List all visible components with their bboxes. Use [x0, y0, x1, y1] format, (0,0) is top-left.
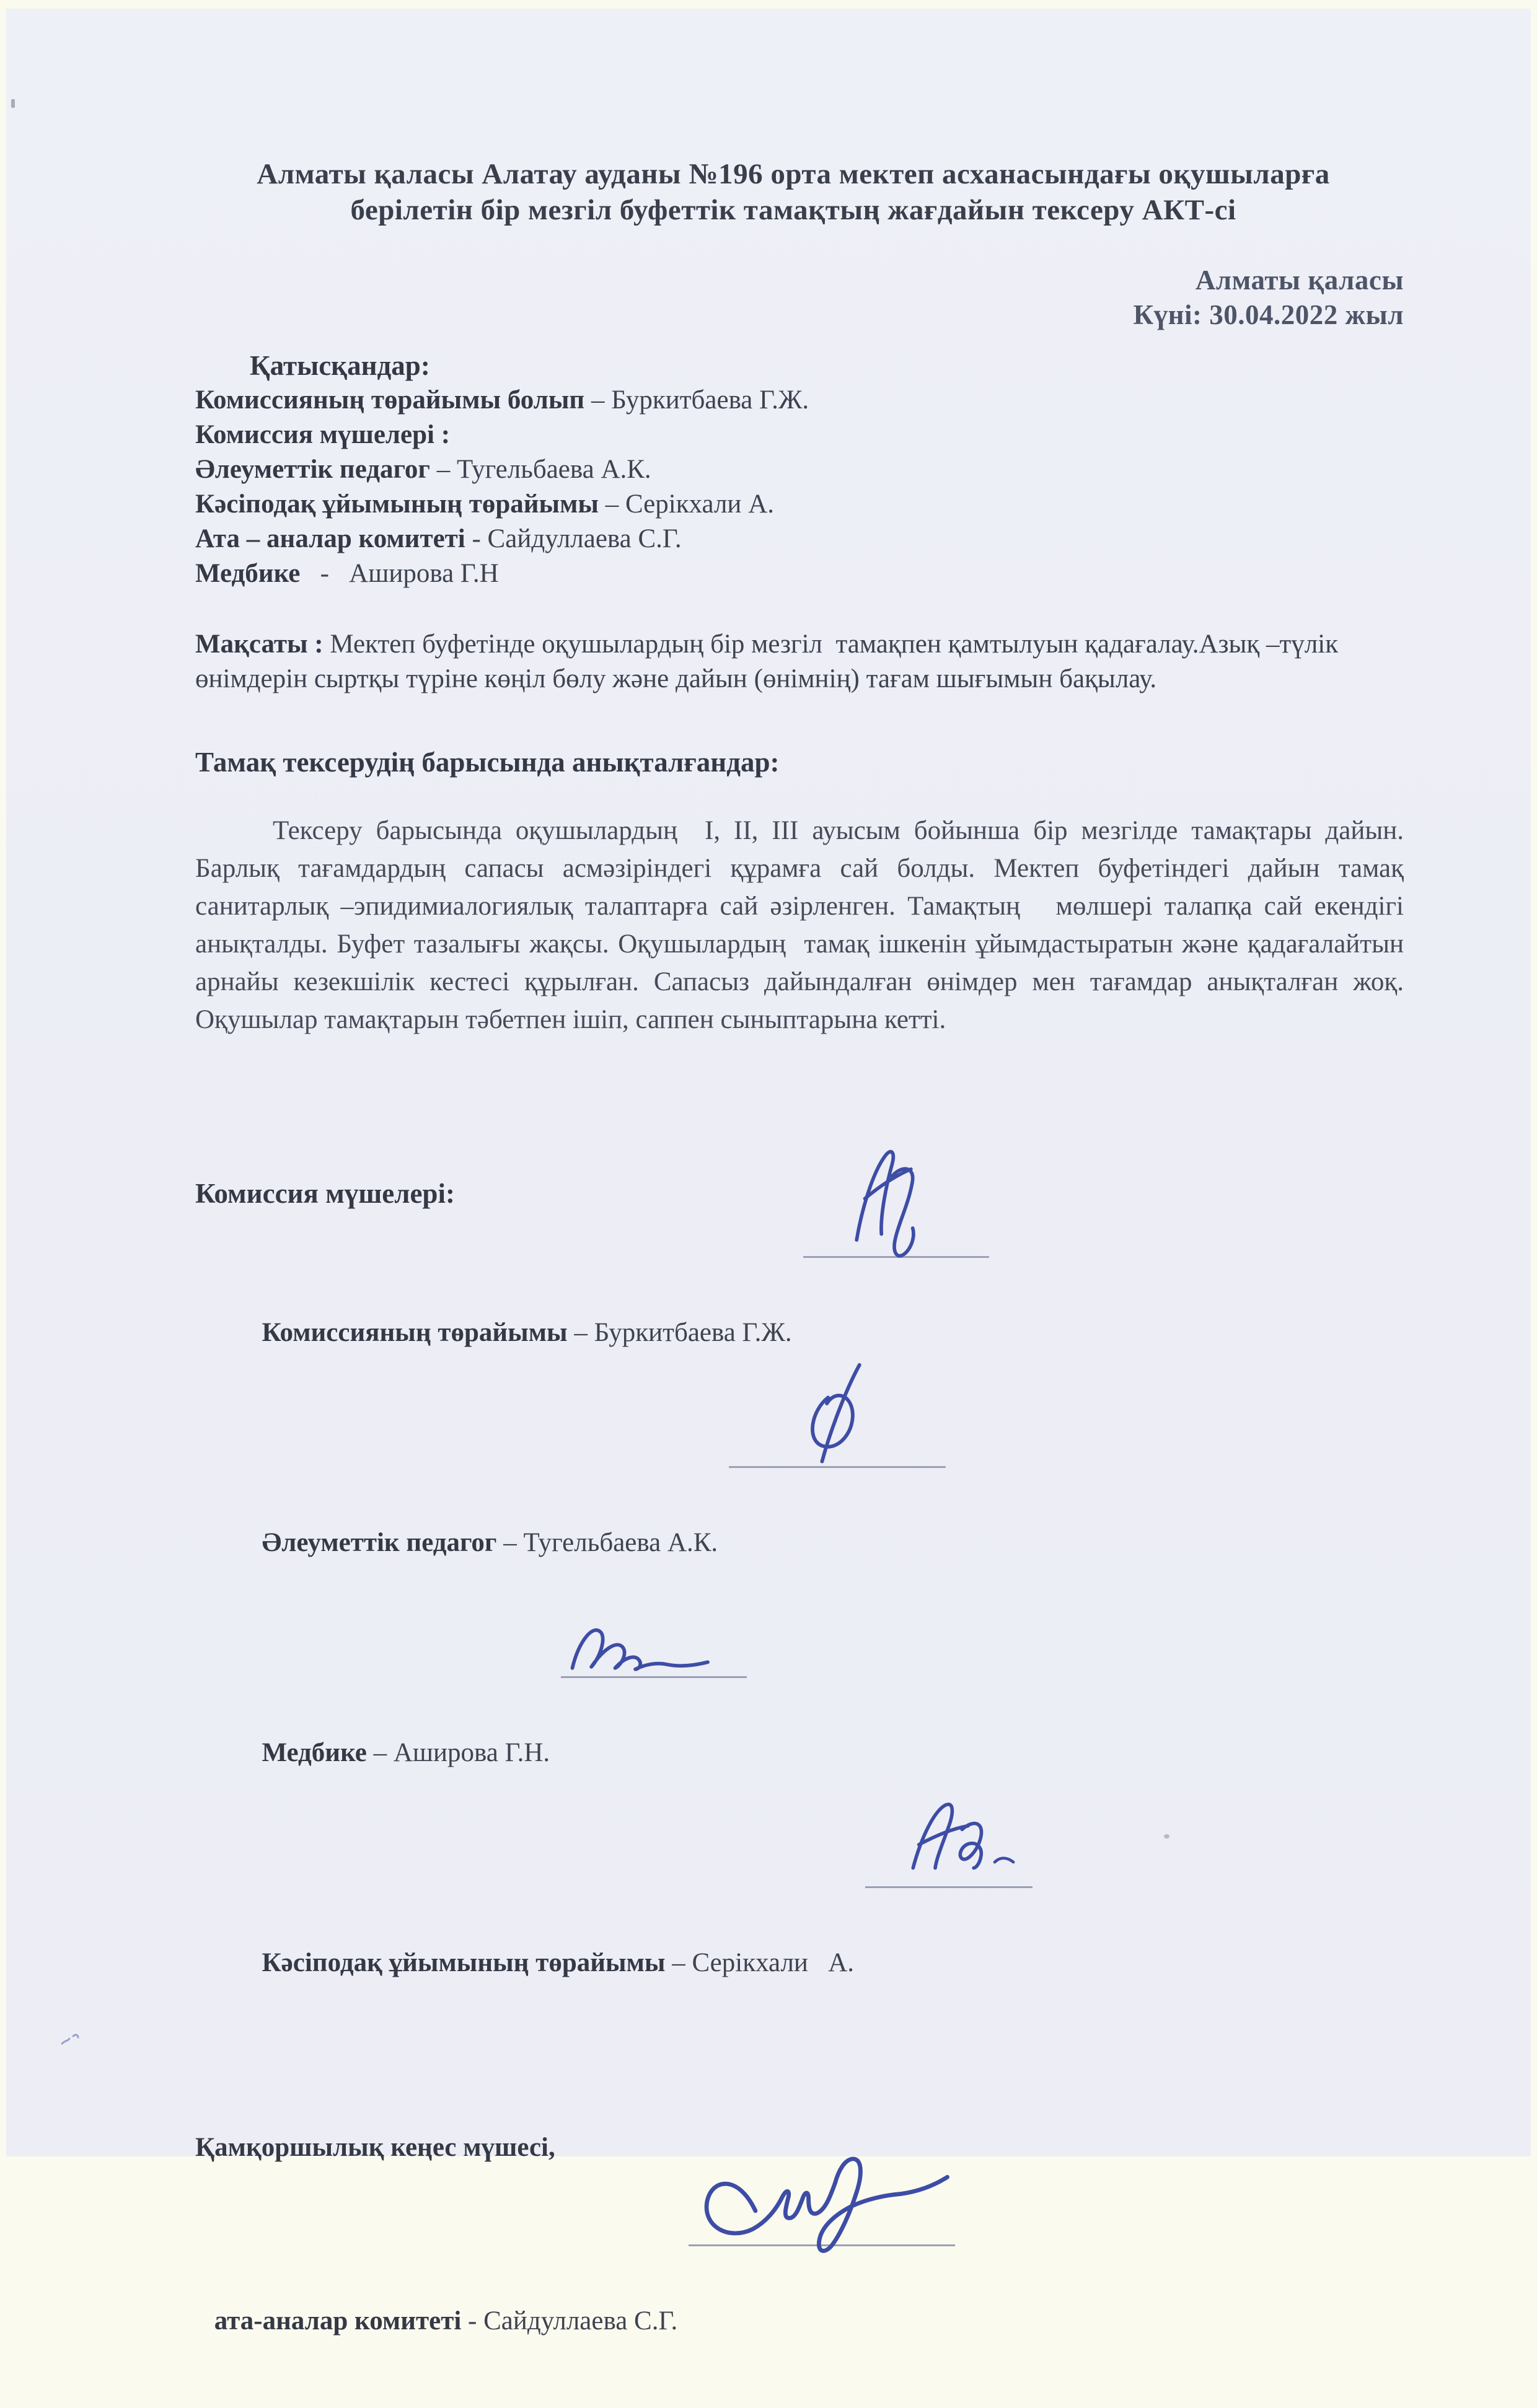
participant-line	[195, 522, 1404, 556]
participant-role: Комиссия мүшелері :	[195, 420, 451, 449]
participant-role: Комиссияның төрайымы болып	[195, 385, 585, 415]
purpose-text: Мектеп буфетінде оқушылардың бір мезгіл тамақпен қамтылуын қадағалау.Азық –түлік өнімдерін сыртқы түріне көңіл бөлу және дайын (өнімнің) тағам шығымын бақылау.	[195, 630, 1345, 693]
participant-role: Кәсіподақ ұйымының төрайымы	[195, 490, 599, 519]
parents-committee-label: ата-аналар комитеті	[208, 2306, 462, 2335]
participant-name: - Сайдуллаева С.Г.	[465, 524, 682, 553]
signatures-section	[195, 1176, 1404, 2408]
signer-name: - Сайдуллаева С.Г.	[461, 2306, 678, 2335]
document-page	[6, 9, 1531, 2335]
title-line-2: берілетін бір мезгіл буфеттік тамақтың жағдайын тексеру АКТ-сі	[350, 194, 1236, 226]
city-date-block	[195, 263, 1404, 332]
signature-row	[195, 1842, 1404, 2015]
participants-heading: Қатысқандар:	[250, 350, 430, 381]
participant-name: – Серікхали А.	[598, 490, 775, 519]
findings-paragraph: Тексеру барысында оқушылардың I, II, III ауысым бойынша бір мезгілде тамақтары дайын. Барлық тағамдардың сапасы асмәзіріндегі құрамға сай болды. Мектеп буфетіндегі дайын тамақ санитарлық –эпидимиалогиялық талаптарға сай әзірленген. Тамақтың мөлшері талапқа сай екендігі анықталды. Буфет тазалығы жақсы. Оқушылардың тамақ ішкенін ұйымдастыратын және қадағалайтын арнайы кезекшілік кестесі құрылған. Сапасыз дайындалған өнімдер мен тағамдар анықталған жоқ. Оқушылар тамақтарын тәбетпен ішіп, саппен сыныптарына кетті.	[195, 816, 1417, 1034]
signer-name: – Серікхали А.	[665, 1948, 855, 1977]
participant-line	[195, 487, 1404, 522]
scan-speck	[1164, 1834, 1169, 1839]
date-label: Күні: 30.04.2022 жыл	[1133, 299, 1404, 330]
signer-name: – Тугельбаева А.К.	[496, 1528, 718, 1557]
signer-name: – Буркитбаева Г.Ж.	[567, 1318, 792, 1347]
signature-row	[195, 1422, 1404, 1595]
participant-line	[195, 556, 1404, 591]
participant-role: Медбике	[195, 559, 301, 588]
signer-role: Медбике	[262, 1738, 367, 1767]
page-content	[195, 9, 1417, 2408]
participant-name: – Тугельбаева А.К.	[429, 455, 651, 484]
signature-ashirova-icon	[561, 1610, 741, 1681]
signer-role: Кәсіподақ ұйымының төрайымы	[262, 1948, 666, 1977]
participant-name: – Буркитбаева Г.Ж.	[584, 385, 809, 415]
signature-line	[689, 2237, 955, 2246]
participant-role: Ата – аналар комитеті	[195, 524, 465, 553]
title-line-1: Алматы қаласы Алатау ауданы №196 орта мектеп асханасындағы оқушыларға	[257, 158, 1330, 190]
signature-saidullaeva-icon	[682, 2138, 961, 2253]
scan-speck	[11, 99, 15, 108]
participant-line	[195, 383, 1404, 418]
participant-role: Әлеуметтік педагог	[195, 455, 430, 484]
signature-line	[729, 1459, 946, 1468]
purpose-paragraph	[195, 627, 1404, 696]
signature-burkitbaeva-icon	[828, 1141, 940, 1265]
signature-tugelbaeva-icon	[778, 1358, 884, 1472]
guardian-council-label: Қамқоршылық кеңес мүшесі,	[195, 2133, 555, 2162]
participant-line	[195, 418, 1404, 452]
participant-name: - Аширова Г.Н	[300, 559, 499, 588]
signature-line	[803, 1249, 989, 1258]
participants-section	[195, 348, 1404, 591]
signature-serikhali-icon	[881, 1793, 1029, 1892]
signature-line	[561, 1669, 747, 1678]
signer-role-line2	[195, 2234, 1404, 2339]
signature-row	[195, 2061, 1404, 2408]
city-label: Алматы қаласы	[1195, 265, 1404, 296]
purpose-label: Мақсаты :	[195, 630, 324, 659]
signature-row	[195, 1632, 1404, 1805]
signer-name: – Аширова Г.Н.	[366, 1738, 550, 1767]
signatures-heading: Комиссия мүшелері:	[195, 1178, 455, 1209]
participant-line	[195, 452, 1404, 487]
signer-role: Әлеуметтік педагог	[262, 1528, 497, 1557]
document-title	[195, 156, 1391, 228]
signature-line	[865, 1879, 1033, 1888]
findings-heading: Тамақ тексерудің барысында анықталғандар:	[195, 747, 780, 778]
signer-role: Комиссияның төрайымы	[262, 1318, 568, 1347]
stray-ink-mark	[59, 2030, 84, 2049]
